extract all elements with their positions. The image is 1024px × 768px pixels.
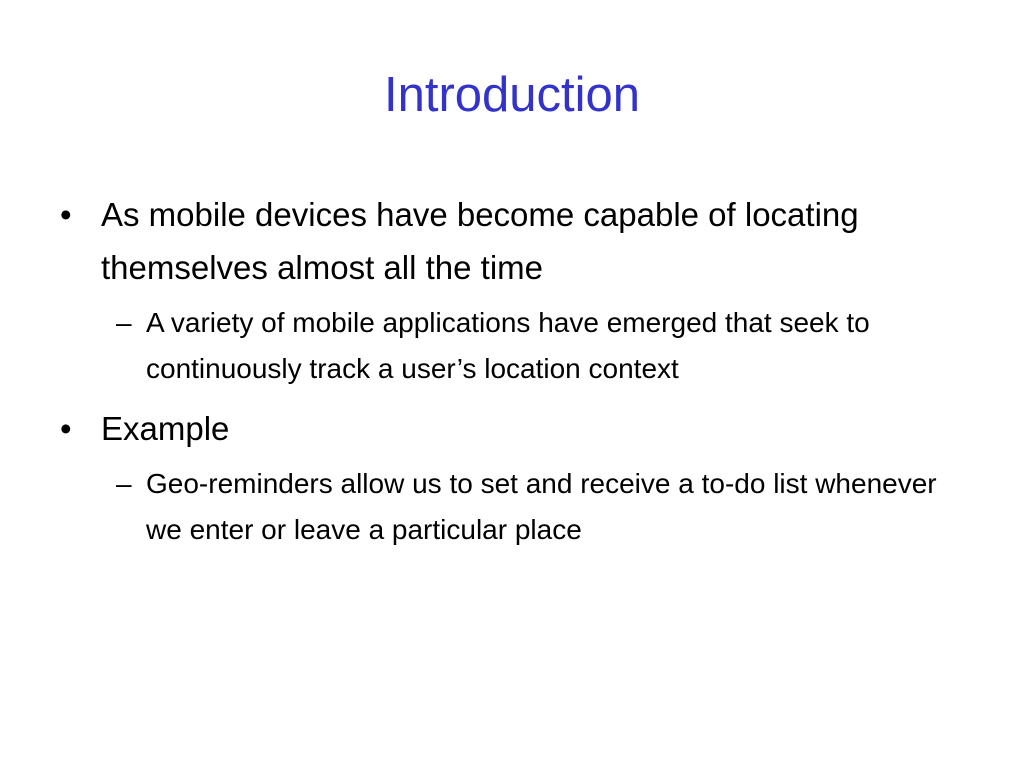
bullet-dot-icon: • <box>60 196 72 233</box>
slide-body <box>60 188 980 563</box>
bullet-item <box>60 402 980 455</box>
sub-bullet-item <box>60 300 980 392</box>
sub-bullet-item <box>60 461 980 553</box>
bullet-dot-icon: • <box>60 410 72 447</box>
bullet-text: As mobile devices have become capable of locating themselves almost all the time <box>101 196 859 286</box>
sub-bullet-text: A variety of mobile applications have emerged that seek to continuously track a user’s location context <box>146 307 870 384</box>
sub-bullet-text: Geo-reminders allow us to set and receive a to-do list whenever we enter or leave a particular place <box>146 468 937 545</box>
bullet-item <box>60 188 980 294</box>
dash-icon: – <box>116 307 132 338</box>
slide-title: Introduction <box>383 68 641 122</box>
bullet-text: Example <box>101 410 230 447</box>
dash-icon: – <box>116 468 132 499</box>
